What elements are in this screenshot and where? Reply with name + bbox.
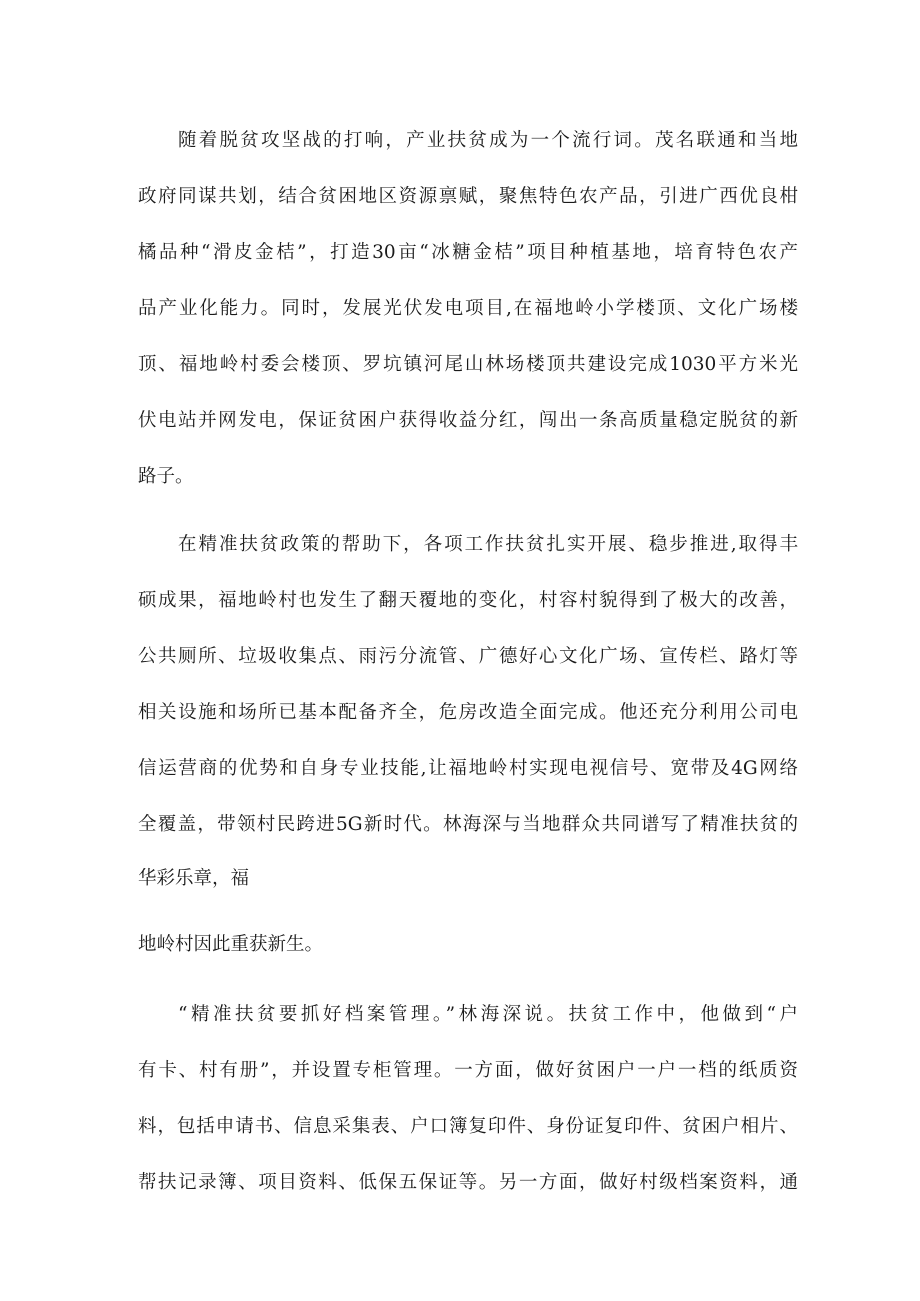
paragraph-3-line-2: 有卡、村有册”，并设置专柜管理。一方面，做好贫困户一户一档的纸质资 [138, 1060, 798, 1081]
paragraph-2-line-3: 公共厕所、垃圾收集点、雨污分流管、广德好心文化广场、宣传栏、路灯等 [138, 646, 798, 667]
paragraph-2-line-8: 地岭村因此重获新生。 [138, 934, 324, 955]
paragraph-1-line-3: 橘品种“滑皮金桔”，打造30亩“冰糖金桔”项目种植基地，培育特色农产 [138, 242, 798, 263]
paragraph-3-line-1: “精准扶贫要抓好档案管理。”林海深说。扶贫工作中，他做到“户 [178, 1004, 798, 1025]
paragraph-3-line-4: 帮扶记录簿、项目资料、低保五保证等。另一方面，做好村级档案资料，通 [138, 1172, 798, 1193]
paragraph-3-line-3: 料，包括申请书、信息采集表、户口簿复印件、身份证复印件、贫困户相片、 [138, 1116, 798, 1137]
paragraph-1-line-5: 顶、福地岭村委会楼顶、罗坑镇河尾山林场楼顶共建设完成1030平方米光 [138, 354, 798, 375]
paragraph-1-line-1: 随着脱贫攻坚战的打响，产业扶贫成为一个流行词。茂名联通和当地 [178, 130, 798, 151]
paragraph-2-line-5: 信运营商的优势和自身专业技能,让福地岭村实现电视信号、宽带及4G网络 [138, 758, 798, 779]
paragraph-2-line-4: 相关设施和场所已基本配备齐全，危房改造全面完成。他还充分利用公司电 [138, 702, 798, 723]
paragraph-2-line-2: 硕成果，福地岭村也发生了翻天覆地的变化，村容村貌得到了极大的改善， [138, 590, 798, 611]
paragraph-1-line-2: 政府同谋共划，结合贫困地区资源禀赋，聚焦特色农产品，引进广西优良柑 [138, 186, 798, 207]
paragraph-2-line-7: 华彩乐章，福 [138, 868, 250, 889]
paragraph-1-line-6: 伏电站并网发电，保证贫困户获得收益分红，闯出一条高质量稳定脱贫的新 [138, 410, 798, 431]
paragraph-2-line-1: 在精准扶贫政策的帮助下，各项工作扶贫扎实开展、稳步推进,取得丰 [178, 534, 798, 555]
paragraph-1-line-4: 品产业化能力。同时，发展光伏发电项目,在福地岭小学楼顶、文化广场楼 [138, 298, 798, 319]
paragraph-1-line-7: 路子。 [138, 466, 194, 487]
paragraph-2-line-6: 全覆盖，带领村民跨进5G新时代。林海深与当地群众共同谱写了精准扶贫的 [138, 814, 798, 835]
